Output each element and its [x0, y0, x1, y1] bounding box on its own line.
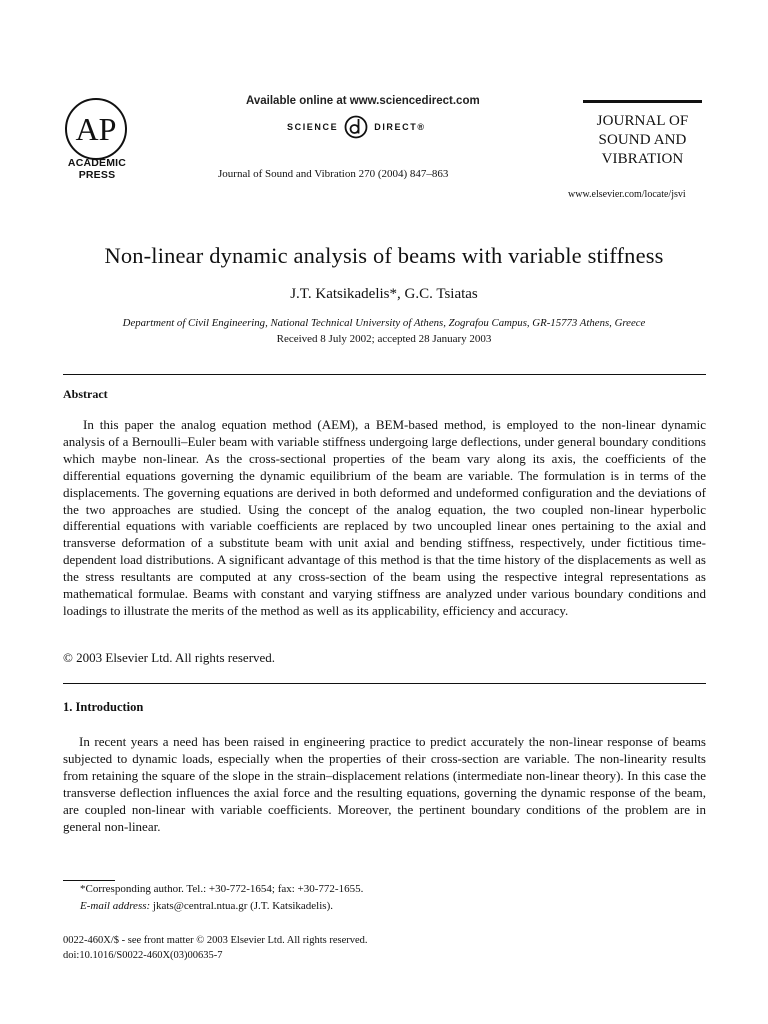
email-address-link[interactable]: jkats@central.ntua.gr (J.T. Katsikadelis).	[150, 900, 333, 912]
ap-logo-letters: AP	[75, 111, 117, 147]
abstract-bottom-rule	[63, 683, 706, 684]
publisher-name	[62, 157, 132, 181]
corresponding-author-footnote: *Corresponding author. Tel.: +30-772-1654; fax: +30-772-1655.	[80, 883, 364, 895]
abstract-top-rule	[63, 374, 706, 375]
received-dates: Received 8 July 2002; accepted 28 January 2003	[276, 333, 492, 345]
sd-right-text: DIRECT®	[374, 122, 426, 132]
journal-name-box	[583, 100, 702, 169]
issn-front-matter: 0022-460X/$ - see front matter © 2003 Elsevier Ltd. All rights reserved.	[63, 935, 368, 946]
doi-link[interactable]: doi:10.1016/S0022-460X(03)00635-7	[63, 950, 223, 961]
affiliation: Department of Civil Engineering, National Technical University of Athens, Zografou Campus, GR-15773 Athens, Greece	[122, 317, 646, 329]
journal-citation: Journal of Sound and Vibration 270 (2004) 847–863	[218, 168, 449, 180]
email-footnote	[80, 900, 333, 912]
journal-name-line: VIBRATION	[601, 151, 684, 167]
paper-title: Non-linear dynamic analysis of beams with variable stiffness	[104, 243, 664, 268]
footnote-rule	[63, 880, 115, 881]
authors: J.T. Katsikadelis*, G.C. Tsiatas	[290, 286, 478, 302]
sciencedirect-logo	[287, 114, 426, 140]
publisher-name-line2: PRESS	[78, 169, 116, 181]
journal-name-line: SOUND AND	[598, 132, 687, 148]
available-online-text: Available online at www.sciencedirect.com	[246, 95, 480, 107]
abstract-heading: Abstract	[63, 387, 108, 401]
academic-press-logo	[62, 96, 130, 162]
sciencedirect-d-icon	[344, 115, 368, 139]
publisher-name-line1: ACADEMIC	[67, 157, 127, 169]
sd-left-text: SCIENCE	[287, 122, 339, 132]
introduction-heading: 1. Introduction	[63, 700, 144, 714]
email-label: E-mail address:	[80, 900, 151, 912]
abstract-text: In this paper the analog equation method (AEM), a BEM-based method, is employed to the non-linear dynamic analysis of a Bernoulli–Euler beam with variable stiffness undergoing large deflections, under general boundary conditions which maybe non-linear. As the cross-sectional properties of the beam vary along its axis, the coefficients of the differential equations governing the dynamic equilibrium of the beam are variable. The formulation is in terms of the displacements. The governing equations are derived in both deformed and undeformed configuration and the deviations of the two approaches are studied. Using the concept of the analog equation, the two coupled non-linear hyperbolic differential equations with variable coefficients are replaced by two uncoupled linear ones pertaining to the axial and transverse deformation of a substitute beam with unit axial and bending stiffness, respectively, under fictitious time-dependent load distributions. A significant advantage of this method is that the time history of the displacements as well as the stress resultants are computed at any cross-section of the beam using the respective integral representations as mathematical formulae. Beams with constant and varying stiffness are analyzed under various boundary conditions and loadings to illustrate the merits of the method as well as its applicability, efficiency and accuracy.	[63, 417, 706, 618]
journal-name-line: JOURNAL OF	[596, 113, 689, 129]
introduction-text: In recent years a need has been raised in engineering practice to predict accurately the non-linear response of beams subjected to dynamic loads, especially when the properties of their cross-section are variable. The non-linearity results from retaining the square of the slope in the strain–displacement relations (intermediate non-linear theory). In this case the transverse deflection influences the axial force and the resulting equations, governing the dynamic response of the beam, are coupled non-linear with variable coefficients. Moreover, the pertinent boundary conditions of the problem are in general non-linear.	[63, 734, 706, 834]
copyright-notice: © 2003 Elsevier Ltd. All rights reserved.	[63, 650, 276, 665]
journal-url-link[interactable]: www.elsevier.com/locate/jsvi	[568, 189, 686, 200]
